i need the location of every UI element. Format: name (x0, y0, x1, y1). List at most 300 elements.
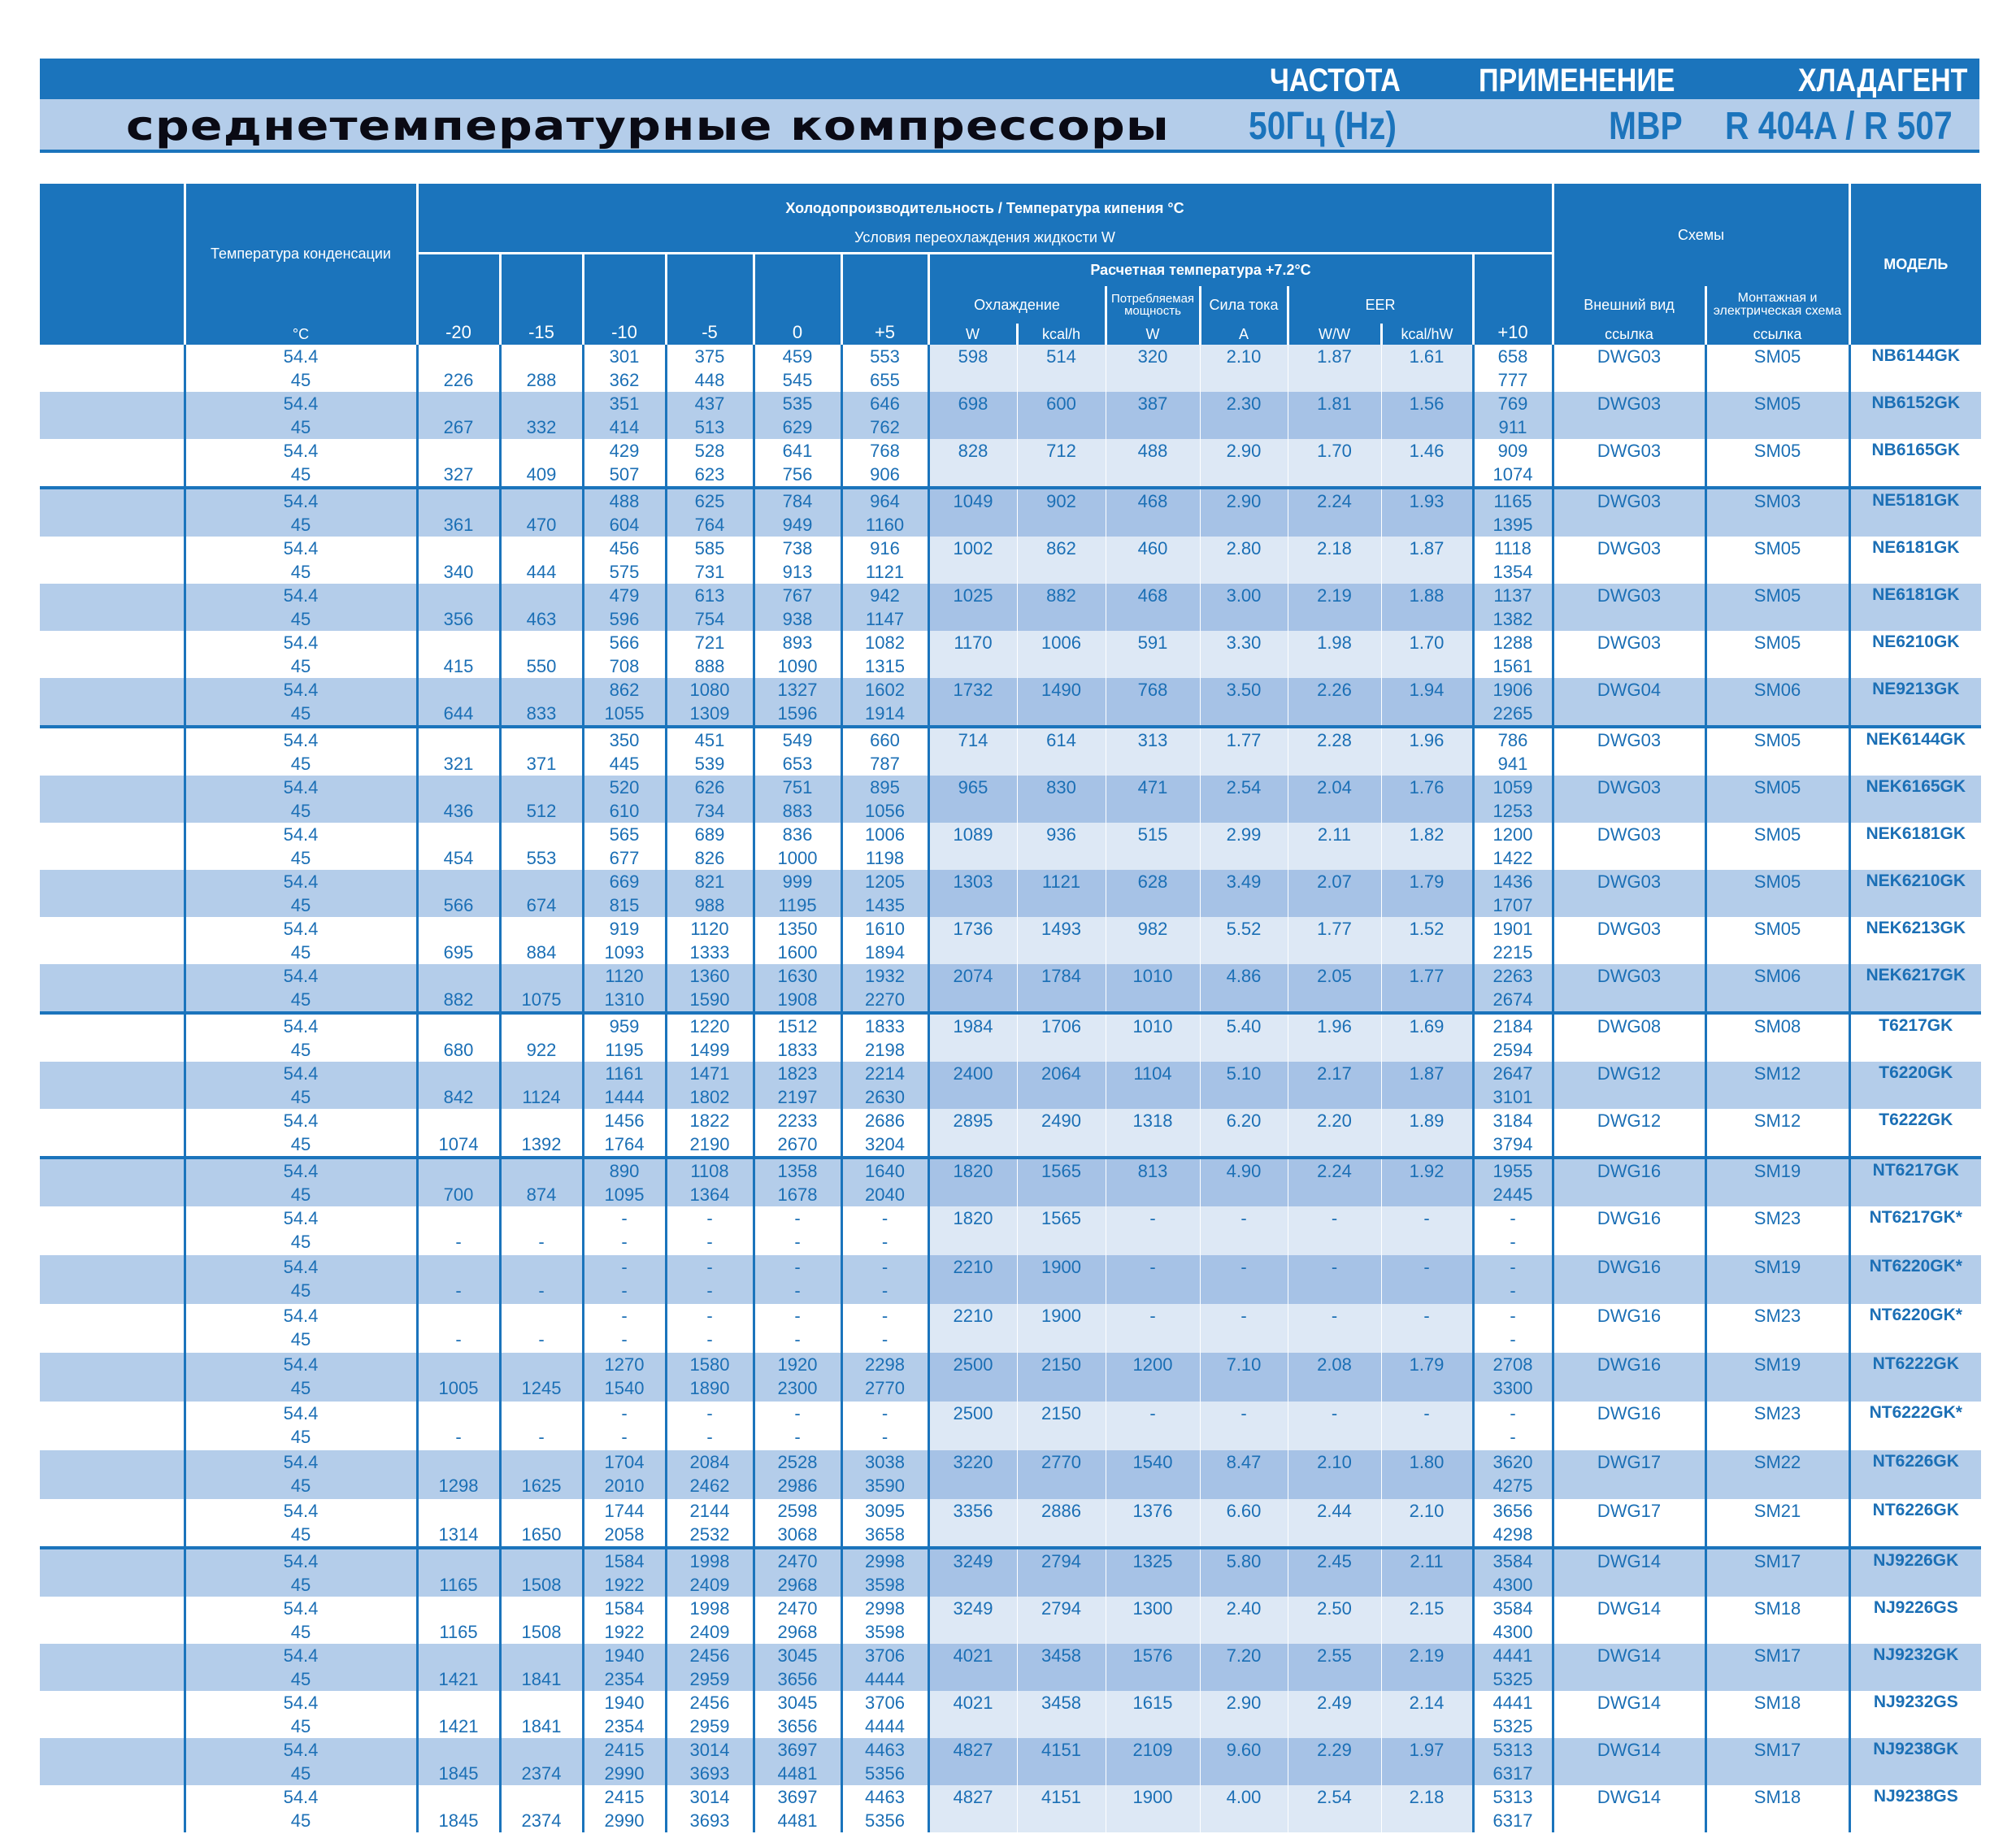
eer-kcal-cell (1381, 678, 1473, 727)
value-line: 1650 (521, 1523, 562, 1545)
value-line: 1490 (1041, 679, 1081, 700)
model-cell (1849, 1304, 1981, 1353)
value-line: 1.46 (1409, 440, 1445, 461)
cap-m15-cell (500, 1738, 583, 1785)
cooling-w-cell (928, 488, 1017, 537)
cap-p5-cell (841, 964, 928, 1013)
value-line: 1499 (689, 1039, 730, 1060)
model-cell (1849, 776, 1981, 823)
scheme-ref-cell (1705, 345, 1849, 392)
cap-m5-cell (666, 1013, 754, 1062)
drawing-ref-cell (1553, 1499, 1705, 1548)
cap-m15-cell (500, 439, 583, 488)
cap-m10-cell (583, 1644, 666, 1691)
scheme-ref-cell (1705, 1304, 1849, 1353)
cap-m20-cell (417, 870, 500, 917)
value-line: 3184 (1492, 1110, 1533, 1131)
blank-cell (40, 1013, 185, 1062)
cooling-kcal-cell (1017, 1255, 1106, 1304)
value-line: 2150 (1041, 1402, 1081, 1423)
cooling-kcal-cell (1017, 392, 1106, 439)
value-line: 2670 (777, 1133, 818, 1154)
eer-ww-cell (1288, 631, 1381, 678)
cooling-kcal-cell (1017, 1353, 1106, 1402)
eer-ww-cell (1288, 1304, 1381, 1353)
value-line: 3.30 (1226, 632, 1262, 653)
value-line: 1195 (605, 1039, 644, 1060)
value-line: 2409 (689, 1574, 730, 1595)
cap-m20-cell (417, 584, 500, 631)
value-line: 4300 (1492, 1621, 1533, 1642)
value-line: DWG14 (1597, 1692, 1662, 1713)
value-line: NEK6181GK (1866, 824, 1966, 843)
value-line: 4481 (777, 1810, 818, 1831)
cap-0-cell (754, 1644, 841, 1691)
spacer (502, 678, 582, 702)
cap-p10-cell (1473, 1548, 1553, 1597)
value-line: 1089 (953, 824, 993, 845)
cooling-kcal-cell (1017, 1158, 1106, 1206)
drawing-ref-cell (1553, 678, 1705, 727)
cap-p10-cell (1473, 1402, 1553, 1450)
cap-m5-cell (666, 776, 754, 823)
value-line: 2445 (1492, 1184, 1533, 1205)
value-line: DWG08 (1597, 1015, 1662, 1037)
value-line: SM22 (1753, 1451, 1801, 1472)
value-line: 585 (694, 537, 725, 558)
value-line: 1195 (778, 894, 817, 915)
value-line: - (881, 1328, 889, 1349)
cap-m5-cell (666, 678, 754, 727)
cap-m15-cell (500, 1499, 583, 1548)
cap-m20-cell (417, 1255, 500, 1304)
cap-m20-cell (417, 1644, 500, 1691)
value-line: - (794, 1280, 801, 1301)
scheme-ref-cell (1705, 1013, 1849, 1062)
value-line: - (1510, 1402, 1516, 1423)
value-line: 629 (782, 416, 813, 437)
cap-0-cell (754, 1013, 841, 1062)
blank-cell (40, 823, 185, 870)
value-line: SM05 (1753, 346, 1801, 367)
model-cell (1849, 537, 1981, 584)
value-line: 1082 (865, 632, 905, 653)
value-line: 6.20 (1226, 1110, 1262, 1131)
value-line: - (1240, 1402, 1247, 1423)
value-line: 2.28 (1317, 729, 1352, 750)
value-line: 949 (782, 514, 813, 535)
value-line: 1245 (521, 1377, 562, 1398)
value-line: SM05 (1753, 871, 1801, 892)
spacer (419, 1597, 499, 1620)
cap-m20-cell (417, 1548, 500, 1597)
value-line: 721 (694, 632, 725, 653)
cond-temp-high: 54.4 (283, 1402, 319, 1423)
cap-p10-cell (1473, 439, 1553, 488)
value-line: - (621, 1231, 628, 1252)
value-line: 888 (694, 655, 725, 676)
model-cell (1849, 870, 1981, 917)
value-line: 1615 (1132, 1692, 1173, 1713)
cap-m20-cell (417, 917, 500, 964)
cap-m20-cell (417, 1691, 500, 1738)
cap-p10-cell (1473, 1062, 1553, 1109)
value-line: 3038 (865, 1451, 905, 1472)
value-line: - (1510, 1328, 1516, 1349)
blank-cell (40, 1062, 185, 1109)
value-line: 942 (870, 585, 900, 606)
value-line: 1165 (1493, 490, 1532, 511)
value-line: NB6165GK (1871, 440, 1961, 459)
value-line: 1005 (438, 1377, 479, 1398)
cooling-kcal-cell (1017, 488, 1106, 537)
current-cell (1200, 1353, 1288, 1402)
value-line: 1512 (777, 1015, 818, 1037)
value-line: DWG14 (1597, 1597, 1662, 1619)
cap-p10-cell (1473, 631, 1553, 678)
current-cell (1200, 1597, 1288, 1644)
eer-ww-cell (1288, 917, 1381, 964)
cond-temp-cell (185, 631, 417, 678)
blank-cell (40, 439, 185, 488)
value-line: DWG03 (1597, 824, 1662, 845)
value-line: 1704 (604, 1451, 645, 1472)
power-cell (1106, 1691, 1200, 1738)
cond-temp-high: 54.4 (283, 1500, 319, 1521)
value-line: 414 (609, 416, 640, 437)
value-line: DWG16 (1597, 1256, 1662, 1277)
value-line: 1706 (1041, 1015, 1081, 1037)
power-cell (1106, 1255, 1200, 1304)
cap-m15-cell (500, 823, 583, 870)
cap-p5-cell (841, 823, 928, 870)
value-line: 714 (958, 729, 988, 750)
cap-0-cell (754, 1548, 841, 1597)
blank-cell (40, 392, 185, 439)
value-line: 767 (782, 585, 813, 606)
value-line: 1137 (1493, 585, 1532, 606)
cond-temp-cell (185, 1353, 417, 1402)
cooling-kcal-cell (1017, 631, 1106, 678)
value-line: - (1149, 1256, 1156, 1277)
power-cell (1106, 1402, 1200, 1450)
cond-temp-high: 54.4 (283, 1063, 319, 1084)
spacer (502, 1304, 582, 1328)
current-cell (1200, 1062, 1288, 1109)
value-line: 698 (958, 393, 988, 414)
power-cell (1106, 917, 1200, 964)
temp-header-p5: +5 (841, 254, 928, 345)
power-cell (1106, 1597, 1200, 1644)
cap-m10-cell (583, 1013, 666, 1062)
cap-m10-cell (583, 584, 666, 631)
value-line: 1270 (604, 1354, 645, 1375)
model-cell (1849, 439, 1981, 488)
scheme-ref-cell (1705, 1691, 1849, 1738)
drawing-ref-cell (1553, 488, 1705, 537)
value-line: 1.52 (1409, 918, 1445, 939)
value-line: 1.92 (1409, 1160, 1445, 1181)
value-line: 3095 (865, 1500, 905, 1521)
cond-temp-low: 45 (290, 655, 311, 676)
cooling-w-cell (928, 1062, 1017, 1109)
value-line: 226 (443, 369, 474, 390)
value-line: 1358 (777, 1160, 818, 1181)
cond-temp-high: 54.4 (283, 1207, 319, 1228)
cond-temp-high: 54.4 (283, 1305, 319, 1326)
value-line: 1.96 (1317, 1015, 1352, 1037)
unit-w-header: W (928, 324, 1017, 345)
eer-kcal-cell (1381, 1109, 1473, 1158)
eer-kcal-cell (1381, 823, 1473, 870)
cap-m15-cell (500, 1304, 583, 1353)
cooling-kcal-cell (1017, 1402, 1106, 1450)
cap-0-cell (754, 678, 841, 727)
spacer (502, 1015, 582, 1038)
value-line: 2998 (865, 1550, 905, 1571)
table-row (40, 776, 1981, 823)
value-line: T6220GK (1879, 1063, 1953, 1082)
model-cell (1849, 488, 1981, 537)
cooling-kcal-cell (1017, 1548, 1106, 1597)
value-line: 2190 (689, 1133, 730, 1154)
cap-m10-cell (583, 1785, 666, 1832)
value-line: 545 (782, 369, 813, 390)
value-line: 862 (1046, 537, 1076, 558)
value-line: 3590 (865, 1475, 905, 1496)
value-line: SM18 (1753, 1692, 1801, 1713)
value-line: - (538, 1426, 545, 1447)
value-line: 2.20 (1317, 1110, 1352, 1131)
cap-m15-cell (500, 488, 583, 537)
value-line: 1822 (689, 1110, 730, 1131)
value-line: - (1240, 1207, 1247, 1228)
value-line: - (1331, 1207, 1338, 1228)
value-line: 2.55 (1317, 1645, 1352, 1666)
frequency-value: 50Гц (Hz) (1249, 105, 1397, 148)
value-line: 738 (782, 537, 813, 558)
value-line: NEK6165GK (1866, 776, 1966, 796)
value-line: 769 (1497, 393, 1528, 414)
cap-p5-cell (841, 1402, 928, 1450)
cond-temp-low: 45 (290, 463, 311, 485)
cap-m15-cell (500, 1402, 583, 1450)
spacer (502, 392, 582, 415)
cond-temp-low: 45 (290, 1668, 311, 1689)
value-line: 3598 (865, 1574, 905, 1595)
cap-0-cell (754, 1597, 841, 1644)
value-line: 1421 (438, 1668, 479, 1689)
current-cell (1200, 1548, 1288, 1597)
blank-cell (40, 488, 185, 537)
value-line: 566 (443, 894, 474, 915)
power-cell (1106, 537, 1200, 584)
scheme-ref-cell (1705, 1206, 1849, 1255)
value-line: 4151 (1041, 1739, 1081, 1760)
value-line: 768 (1137, 679, 1168, 700)
cap-m5-cell (666, 1206, 754, 1255)
table-row (40, 1450, 1981, 1499)
value-line: 9.60 (1226, 1739, 1262, 1760)
cap-p5-cell (841, 1785, 928, 1832)
value-line: SM12 (1753, 1110, 1801, 1131)
value-line: 1165 (439, 1621, 478, 1642)
value-line: 2210 (953, 1305, 993, 1326)
value-line: - (881, 1402, 889, 1423)
value-line: 3584 (1492, 1597, 1533, 1619)
cap-p5-cell (841, 1597, 928, 1644)
spacer (419, 1691, 499, 1714)
cap-m15-cell (500, 1597, 583, 1644)
cooling-w-cell (928, 1109, 1017, 1158)
cap-m15-cell (500, 1450, 583, 1499)
value-line: 1802 (689, 1086, 730, 1107)
cond-temp-low: 45 (290, 702, 311, 724)
value-line: 5.40 (1226, 1015, 1262, 1037)
cond-temp-high: 54.4 (283, 1739, 319, 1760)
value-line: DWG16 (1597, 1402, 1662, 1423)
value-line: 959 (609, 1015, 640, 1037)
cap-m20-cell (417, 1785, 500, 1832)
value-line: 1006 (865, 824, 905, 845)
power-cell (1106, 439, 1200, 488)
blank-cell (40, 1548, 185, 1597)
value-line: 2686 (865, 1110, 905, 1131)
cond-temp-cell (185, 488, 417, 537)
cap-m15-cell (500, 870, 583, 917)
cooling-w-cell (928, 1255, 1017, 1304)
value-line: NEK6210GK (1866, 871, 1966, 890)
cap-m15-cell (500, 537, 583, 584)
table-row (40, 1353, 1981, 1402)
value-line: 3656 (777, 1715, 818, 1736)
value-line: 3.50 (1226, 679, 1262, 700)
value-line: 2197 (777, 1086, 818, 1107)
value-line: 267 (443, 416, 474, 437)
value-line: 448 (694, 369, 725, 390)
cap-p5-cell (841, 439, 928, 488)
value-line: 1198 (865, 847, 905, 868)
value-line: 2.90 (1226, 440, 1262, 461)
cap-p5-cell (841, 1158, 928, 1206)
value-line: SM21 (1753, 1500, 1801, 1521)
value-line: 2.15 (1409, 1597, 1445, 1619)
cap-m5-cell (666, 1597, 754, 1644)
value-line: 2.18 (1317, 537, 1352, 558)
value-line: 938 (782, 608, 813, 629)
cap-0-cell (754, 1304, 841, 1353)
value-line: 2.40 (1226, 1597, 1262, 1619)
value-line: 2.10 (1409, 1500, 1445, 1521)
cap-p5-cell (841, 1353, 928, 1402)
value-line: 1314 (438, 1523, 479, 1545)
cond-temp-cell (185, 823, 417, 870)
cond-temp-low: 45 (290, 1280, 311, 1301)
cond-temp-high: 54.4 (283, 1354, 319, 1375)
cap-m20-cell (417, 488, 500, 537)
model-cell (1849, 1109, 1981, 1158)
value-line: 2470 (777, 1597, 818, 1619)
power-cell (1106, 1158, 1200, 1206)
current-cell (1200, 392, 1288, 439)
cond-temp-low: 45 (290, 1377, 311, 1398)
capacity-title: Холодопроизводительность / Температура кипения °C (785, 200, 1184, 216)
cap-p5-cell (841, 678, 928, 727)
cond-temp-low: 45 (290, 894, 311, 915)
value-line: SM23 (1753, 1402, 1801, 1423)
cooling-w-cell (928, 964, 1017, 1013)
value-line: 3706 (865, 1692, 905, 1713)
drawing-ref-cell (1553, 1353, 1705, 1402)
cap-p10-cell (1473, 964, 1553, 1013)
cap-p10-cell (1473, 584, 1553, 631)
value-line: DWG03 (1597, 871, 1662, 892)
current-cell (1200, 439, 1288, 488)
value-line: 1002 (953, 537, 993, 558)
value-line: 2.07 (1317, 871, 1352, 892)
power-cell (1106, 678, 1200, 727)
blank-cell (40, 1499, 185, 1548)
value-line: 1841 (521, 1668, 562, 1689)
eer-kcal-cell (1381, 537, 1473, 584)
model-cell (1849, 392, 1981, 439)
unit-a-header: A (1200, 324, 1288, 345)
value-line: SM17 (1753, 1645, 1801, 1666)
value-line: 3300 (1492, 1377, 1533, 1398)
cooling-w-cell (928, 439, 1017, 488)
value-line: - (1331, 1256, 1338, 1277)
eer-kcal-cell (1381, 1062, 1473, 1109)
value-line: 375 (694, 346, 725, 367)
cap-0-cell (754, 439, 841, 488)
scheme-ref-cell (1705, 1109, 1849, 1158)
value-line: 3101 (1492, 1086, 1533, 1107)
value-line: 3014 (689, 1739, 730, 1760)
table-row (40, 727, 1981, 776)
value-line: - (455, 1328, 462, 1349)
value-line: 2214 (865, 1063, 905, 1084)
value-line: 1900 (1132, 1786, 1173, 1807)
spacer (419, 1402, 499, 1425)
value-line: 1600 (777, 941, 818, 963)
cap-m5-cell (666, 823, 754, 870)
value-line: DWG16 (1597, 1160, 1662, 1181)
value-line: DWG16 (1597, 1207, 1662, 1228)
blank-cell (40, 345, 185, 392)
value-line: 327 (443, 463, 474, 485)
value-line: 1303 (953, 871, 993, 892)
value-line: SM05 (1753, 440, 1801, 461)
blank-cell (40, 1785, 185, 1832)
cond-temp-low: 45 (290, 847, 311, 868)
value-line: 1310 (604, 989, 645, 1010)
value-line: 3697 (777, 1786, 818, 1807)
value-line: 988 (694, 894, 725, 915)
current-cell (1200, 776, 1288, 823)
cooling-header: Охлаждение (928, 286, 1106, 324)
value-line: 2184 (1492, 1015, 1533, 1037)
eer-ww-cell (1288, 1785, 1381, 1832)
unit-w2-header: W (1106, 324, 1200, 345)
value-line: 1833 (865, 1015, 905, 1037)
table-row (40, 439, 1981, 488)
value-line: 1932 (865, 965, 905, 986)
value-line: - (1331, 1305, 1338, 1326)
value-line: 1170 (954, 632, 993, 653)
value-line: - (1149, 1305, 1156, 1326)
cooling-w-cell (928, 1206, 1017, 1255)
spacer (502, 870, 582, 893)
